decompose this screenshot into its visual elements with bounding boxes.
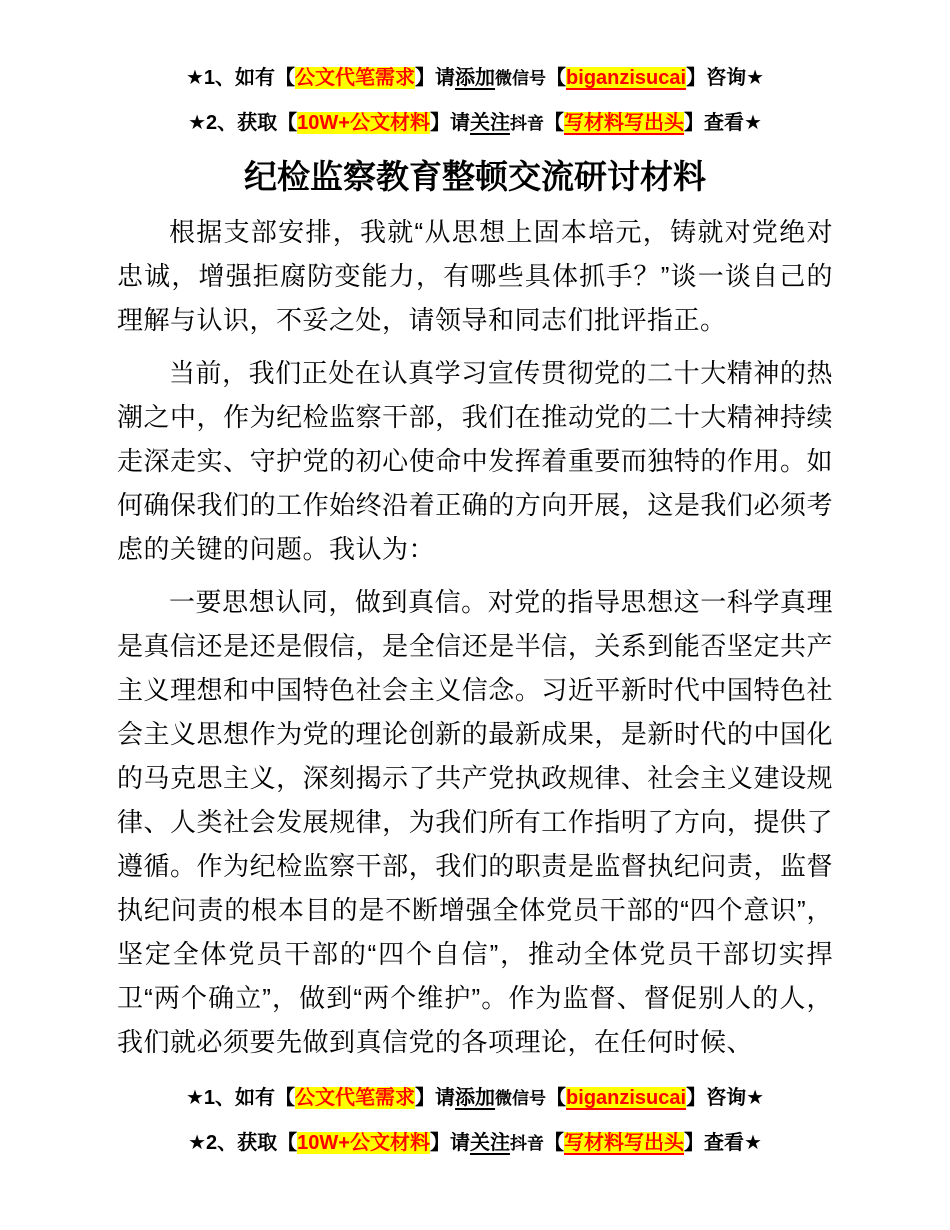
- body-paragraph-2: 当前，我们正处在认真学习宣传贯彻党的二十大精神的热潮之中，作为纪检监察干部，我们在推动党的二十大精神持续走深走实、守护党的初心使命中发挥着重要而独特的作用。如何确保我们的工作始终沿着正确的方向开展，这是我们必须考虑的关键的问题。我认为：: [117, 358, 833, 564]
- notice1-underline-add: 添加: [455, 67, 496, 89]
- notice1-wechat-id: biganzisucai: [566, 1087, 687, 1109]
- notice2-highlight-materials: 10W+公文材料: [297, 1132, 430, 1154]
- notice2-douyin-id: 写材料写出头: [563, 1132, 684, 1154]
- header-promo-line-1: [0, 56, 950, 101]
- document-body: [117, 210, 833, 1064]
- notice2-suffix: 】查看★: [683, 112, 762, 134]
- notice1-wechat-label: 微信号: [495, 69, 547, 88]
- body-paragraph-1: 根据支部安排，我就“从思想上固本培元，铸就对党绝对忠诚，增强拒腐防变能力，有哪些具体抓手？”谈一谈自己的理解与认识，不妥之处，请领导和同志们批评指正。: [117, 217, 833, 335]
- notice1-suffix: 】咨询★: [686, 1087, 765, 1109]
- notice1-wechat-id: biganzisucai: [566, 67, 687, 89]
- notice1-highlight-service: 公文代笔需求: [295, 67, 416, 89]
- notice2-douyin-label: 抖音: [509, 114, 544, 133]
- notice2-douyin-id: 写材料写出头: [563, 112, 684, 134]
- notice1-mid: 】请: [415, 67, 456, 89]
- footer-promo-banner: [0, 1076, 950, 1166]
- notice2-underline-follow: 关注: [469, 112, 510, 134]
- body-paragraph-3: 一要思想认同，做到真信。对党的指导思想这一科学真理是真信还是还是假信，是全信还是半信，关系到能否坚定共产主义理想和中国特色社会主义信念。习近平新时代中国特色社会主义思想作为党的理论创新的最新成果，是新时代的中国化的马克思主义，深刻揭示了共产党执政规律、社会主义建设规律、人类社会发展规律，为我们所有工作指明了方向，提供了遵循。作为纪检监察干部，我们的职责是监督执纪问责，监督执纪问责的根本目的是不断增强全体党员干部的“四个意识”，坚定全体党员干部的“四个自信”，推动全体党员干部切实捍卫“两个确立”，做到“两个维护”。作为监督、督促别人的人，我们就必须要先做到真信党的各项理论，在任何时候、: [117, 587, 833, 1057]
- notice2-douyin-label: 抖音: [509, 1134, 544, 1153]
- notice1-bracket: 【: [546, 1087, 567, 1109]
- notice1-highlight-service: 公文代笔需求: [295, 1087, 416, 1109]
- notice2-highlight-materials: 10W+公文材料: [297, 112, 430, 134]
- footer-promo-line-2: [0, 1121, 950, 1166]
- notice2-bracket: 【: [543, 112, 564, 134]
- notice2-suffix: 】查看★: [683, 1132, 762, 1154]
- notice1-wechat-label: 微信号: [495, 1089, 547, 1108]
- notice1-prefix: ★1、如有【: [185, 1087, 296, 1109]
- document-title: 纪检监察教育整顿交流研讨材料: [244, 158, 706, 195]
- header-promo-line-2: [0, 101, 950, 146]
- notice1-suffix: 】咨询★: [686, 67, 765, 89]
- notice2-mid: 】请: [429, 112, 470, 134]
- footer-promo-line-1: [0, 1076, 950, 1121]
- notice2-prefix: ★2、获取【: [188, 1132, 298, 1154]
- notice1-prefix: ★1、如有【: [185, 67, 296, 89]
- header-promo-banner: [0, 0, 950, 146]
- notice1-bracket: 【: [546, 67, 567, 89]
- notice1-mid: 】请: [415, 1087, 456, 1109]
- notice2-mid: 】请: [429, 1132, 470, 1154]
- notice1-underline-add: 添加: [455, 1087, 496, 1109]
- notice2-prefix: ★2、获取【: [188, 112, 298, 134]
- notice2-bracket: 【: [543, 1132, 564, 1154]
- notice2-underline-follow: 关注: [469, 1132, 510, 1154]
